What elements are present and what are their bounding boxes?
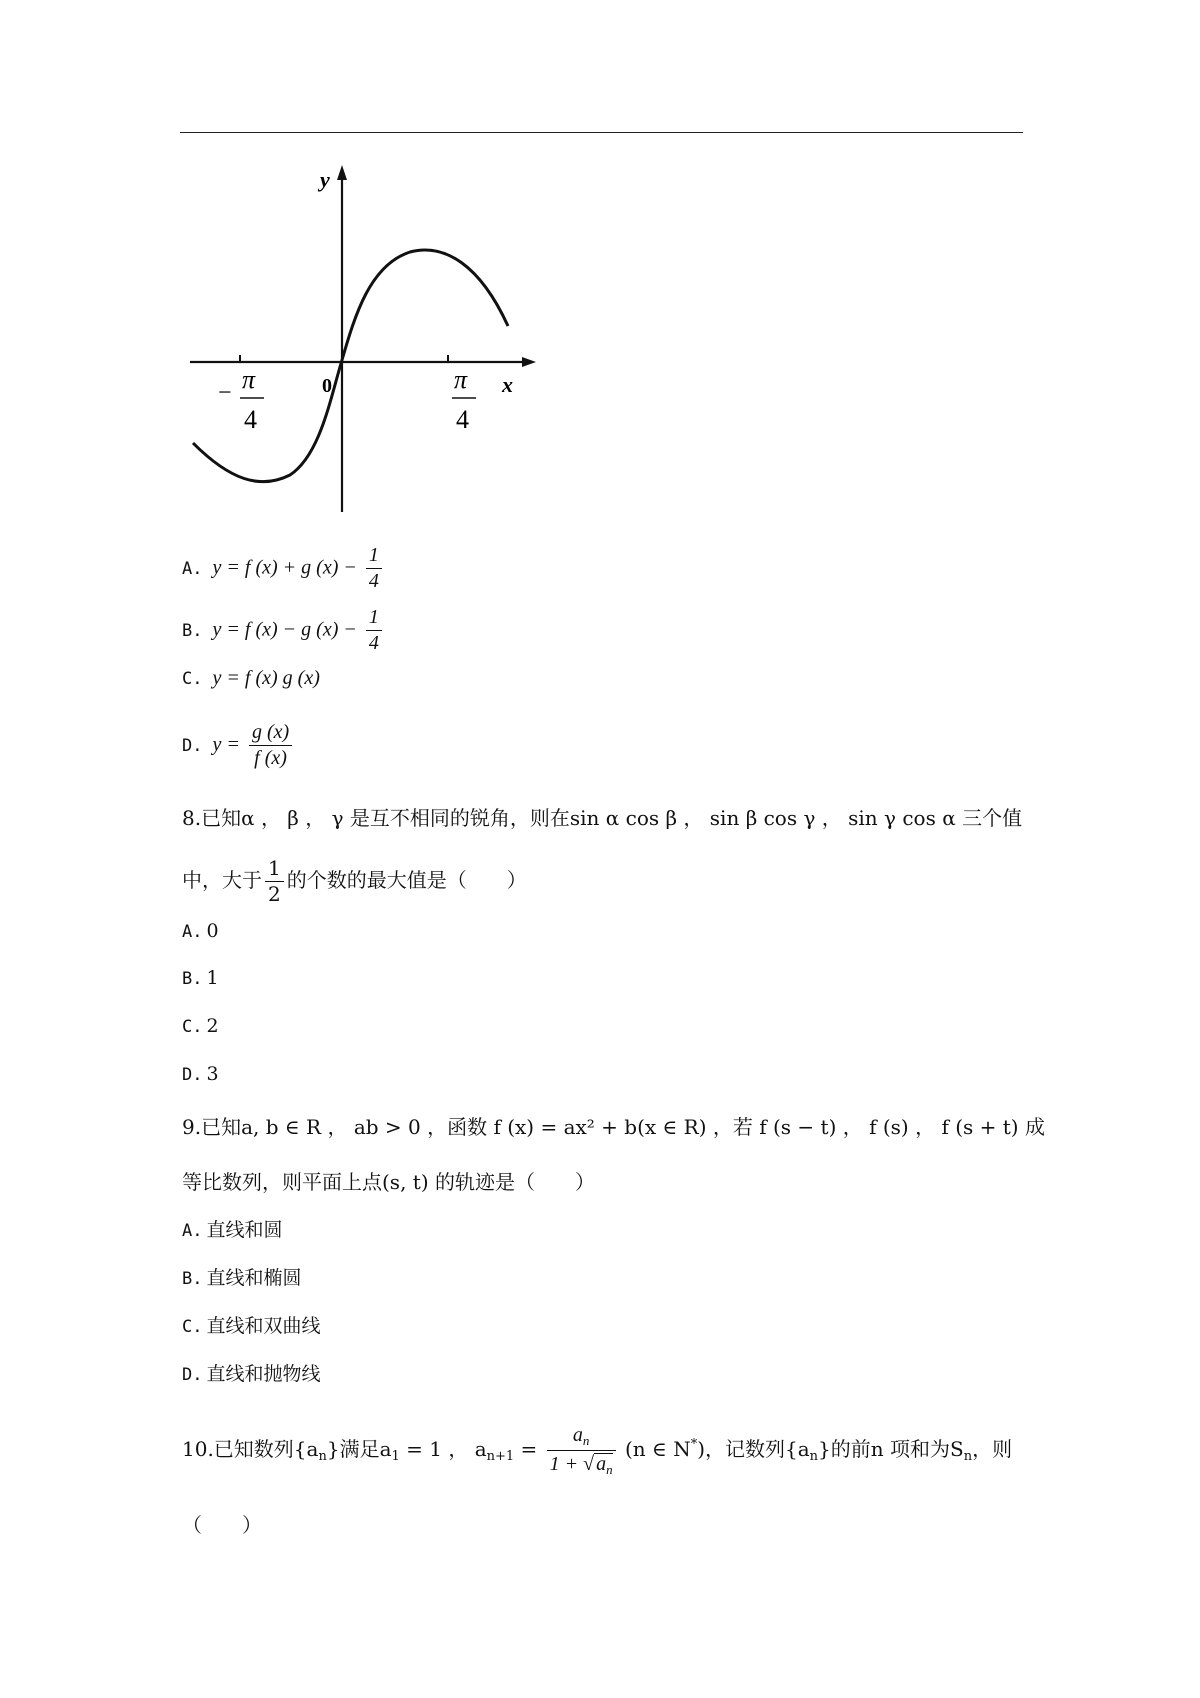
tick-right-den: 4 [456,405,469,434]
q9-stem-line2: 等比数列，则平面上点(s, t) 的轨迹是（ ） [182,1170,595,1194]
q9-option-a: A. 直线和圆 [182,1219,283,1241]
q9-option-d: D. 直线和抛物线 [182,1363,321,1385]
y-axis-arrow-icon [337,165,347,180]
q10-stem-line2: （ ） [182,1513,262,1537]
tick-left-den: 4 [244,405,257,434]
q8-option-b: B. 1 [182,967,219,989]
q7-option-c: C. y = f (x) g (x) [182,667,320,689]
y-axis-label: y [320,167,330,192]
q7-option-a: A. y = f (x) + g (x) − $\frac{1}{4}$ [182,545,385,592]
q8-option-d: D. 3 [182,1063,219,1085]
q8-stem-line2: 中，大于 $\frac{1}{2}$ 的个数的最大值是（ ） [182,856,527,906]
header-rule [180,132,1023,133]
tick-left-num: π [242,365,256,394]
q8-option-a: A. 0 [182,920,219,942]
q8-stem-line1: 8.已知α ， β ， γ 是互不相同的锐角，则在sin α cos β ， sin β cos γ ， sin γ cos α 三个值 [182,806,1023,830]
origin-label: 0 [322,375,332,397]
tick-right-num: π [454,365,468,394]
q8-option-c: C. 2 [182,1015,219,1037]
q7-option-d: D. y = $\frac{g (x)}{f (x)}$ [182,722,295,769]
q9-stem-line1: 9.已知a, b ∈ R ， ab > 0 ，函数 f (x) = ax² + b(x ∈ R) ，若 f (s − t) ， f (s) ， f (s + t) 成 [182,1115,1045,1139]
q10-stem-line1: 10.已知数列$\{a_n\}$满足$a_1 = 1$ ， $a_{n+1}$ = $\frac{a_n}{1 + √ a_n}$ (n ∈ N*)，记数列$\{a_n\}$的前n 项和为$S_n$，则 [182,1424,1013,1477]
q7-option-b: B. y = f (x) − g (x) − $\frac{1}{4}$ [182,607,385,654]
x-axis-arrow-icon [522,357,536,367]
function-graph [180,160,540,520]
tick-left-sign: − [218,380,232,406]
q9-option-c: C. 直线和双曲线 [182,1315,321,1337]
x-axis-label: x [502,372,513,397]
q9-option-b: B. 直线和椭圆 [182,1267,302,1289]
